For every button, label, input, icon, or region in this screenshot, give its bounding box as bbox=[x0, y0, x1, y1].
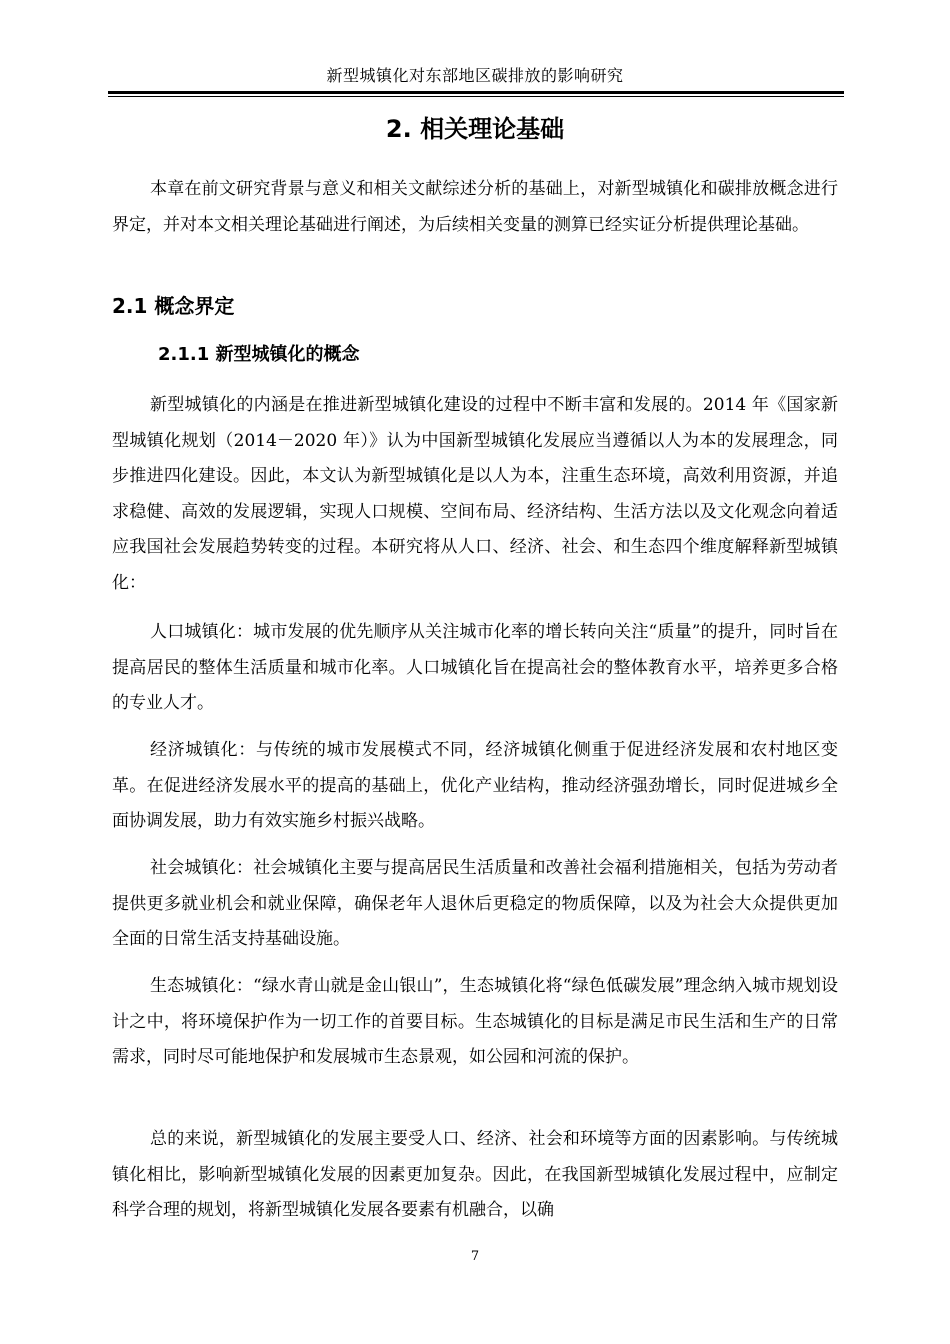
header-rule-thin bbox=[108, 96, 844, 97]
page-number: 7 bbox=[470, 1249, 480, 1264]
running-header: 新型城镇化对东部地区碳排放的影响研究 bbox=[326, 66, 624, 85]
chapter-title: 2. 相关理论基础 bbox=[385, 115, 565, 143]
definition-paragraph: 新型城镇化的内涵是在推进新型城镇化建设的过程中不断丰富和发展的。2014 年《国家新型城镇化规划（2014－2020 年）》认为中国新型城镇化发展应当遵循以人为本的发展理念，同步推进四化建设。因此，本文认为新型城镇化是以人为本，注重生态环境，高效利用资源，并追求稳健、高效的发展逻辑，实现人口规模、空间布局、经济结构、生活方法以及文化观念向着适应我国社会发展趋势转变的过程。本研究将从人口、经济、社会、和生态四个维度解释新型城镇化： bbox=[112, 395, 838, 593]
social-urbanization-paragraph: 社会城镇化：社会城镇化主要与提高居民生活质量和改善社会福利措施相关，包括为劳动者提供更多就业机会和就业保障，确保老年人退休后更稳定的物质保障，以及为社会大众提供更加全面的日常生活支持基础设施。 bbox=[112, 858, 838, 949]
population-urbanization-paragraph: 人口城镇化：城市发展的优先顺序从关注城市化率的增长转向关注“质量”的提升，同时旨在提高居民的整体生活质量和城市化率。人口城镇化旨在提高社会的整体教育水平，培养更多合格的专业人才。 bbox=[112, 622, 838, 713]
section-title: 2.1 概念界定 bbox=[112, 294, 235, 318]
summary-paragraph: 总的来说，新型城镇化的发展主要受人口、经济、社会和环境等方面的因素影响。与传统城镇化相比，影响新型城镇化发展的因素更加复杂。因此，在我国新型城镇化发展过程中，应制定科学合理的规划，将新型城镇化发展各要素有机融合，以确 bbox=[112, 1129, 838, 1220]
chapter-intro-paragraph: 本章在前文研究背景与意义和相关文献综述分析的基础上，对新型城镇化和碳排放概念进行界定，并对本文相关理论基础进行阐述，为后续相关变量的测算已经实证分析提供理论基础。 bbox=[112, 179, 838, 235]
ecological-urbanization-paragraph: 生态城镇化：“绿水青山就是金山银山”，生态城镇化将“绿色低碳发展”理念纳入城市规划设计之中，将环境保护作为一切工作的首要目标。生态城镇化的目标是满足市民生活和生产的日常需求，同时尽可能地保护和发展城市生态景观，如公园和河流的保护。 bbox=[112, 976, 838, 1067]
header-rule bbox=[108, 91, 844, 94]
subsection-title: 2.1.1 新型城镇化的概念 bbox=[158, 344, 360, 365]
economic-urbanization-paragraph: 经济城镇化：与传统的城市发展模式不同，经济城镇化侧重于促进经济发展和农村地区变革。在促进经济发展水平的提高的基础上，优化产业结构，推动经济强劲增长，同时促进城乡全面协调发展，助力有效实施乡村振兴战略。 bbox=[112, 740, 838, 831]
